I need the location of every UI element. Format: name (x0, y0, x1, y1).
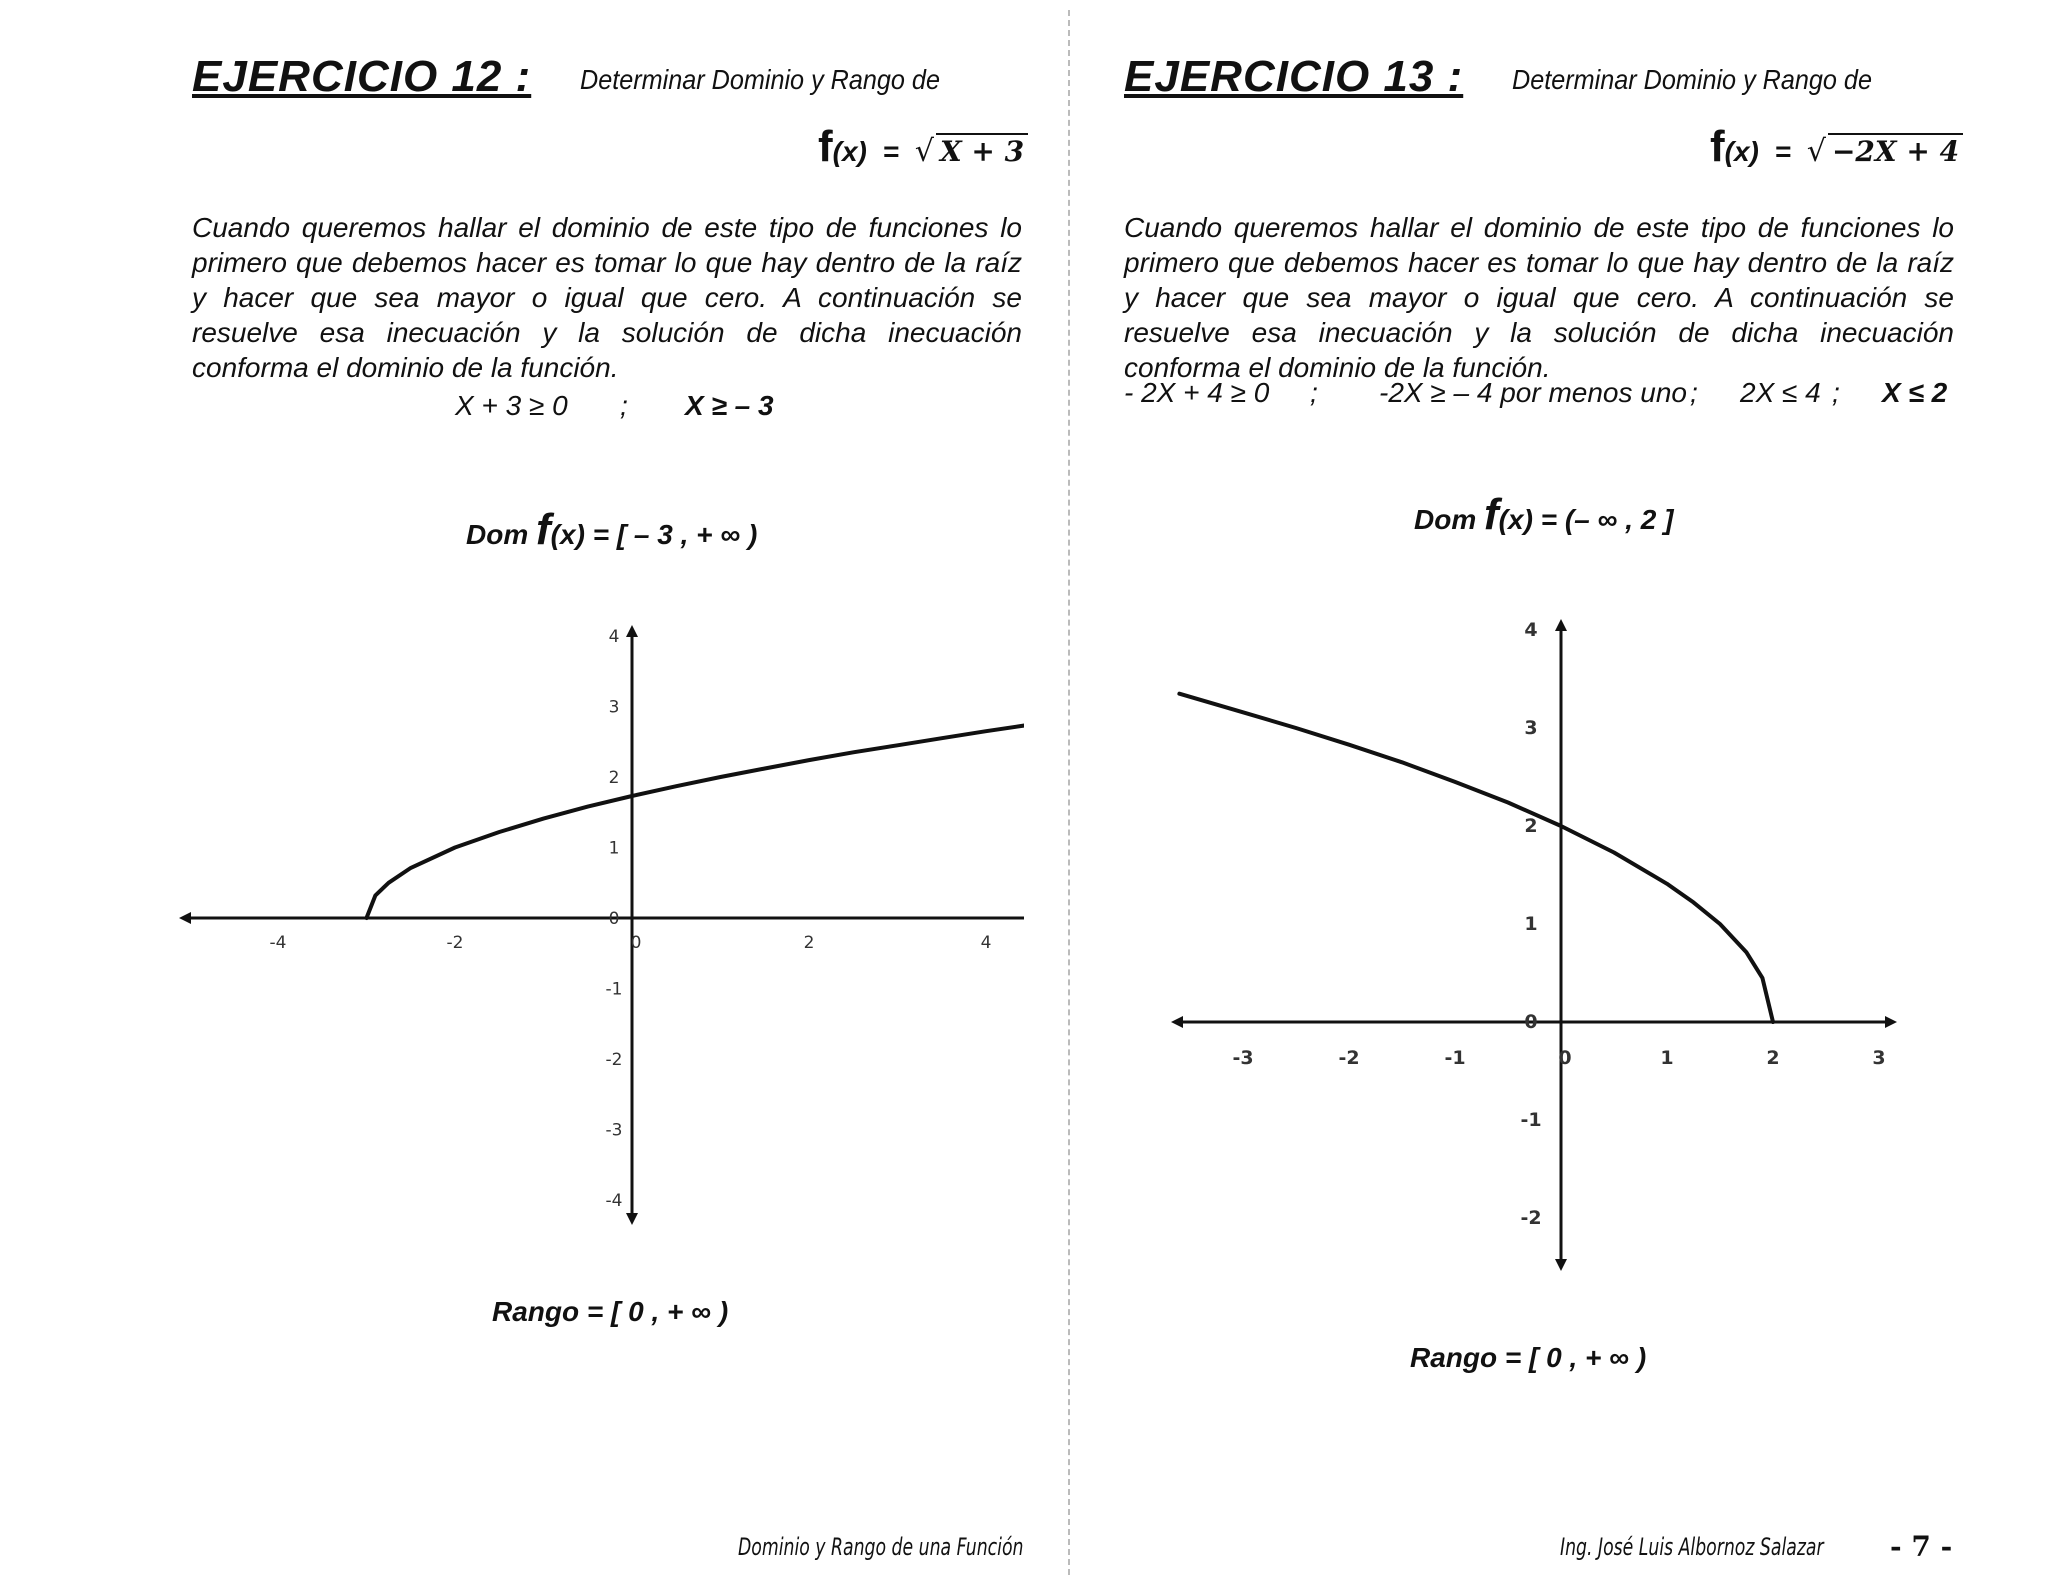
radical-sign: √ (1806, 134, 1826, 169)
function-argument: (x) (1724, 136, 1759, 167)
function-symbol: f (818, 122, 833, 171)
inequality-step-1: - 2X + 4 ≥ 0 (1124, 377, 1270, 408)
exercise-12-subtitle: Determinar Dominio y Rango de (580, 64, 940, 95)
y-tick-label: 1 (608, 838, 620, 859)
equals-sign: = (1774, 136, 1792, 167)
function-curve (367, 723, 1025, 918)
y-tick-label: 3 (608, 697, 620, 718)
function-symbol: f (1710, 122, 1725, 171)
page-right (1024, 0, 2048, 1582)
inequality-step-2: -2X ≥ – 4 por menos uno (1379, 377, 1687, 408)
x-tick-label: 2 (803, 933, 815, 953)
x-tick-label: 2 (1766, 1047, 1780, 1069)
y-tick-label: 4 (608, 627, 620, 647)
function-symbol: f (536, 505, 551, 554)
dom-label: Dom (466, 519, 529, 550)
function-argument: (x) (832, 136, 867, 167)
dom-label: Dom (1414, 504, 1477, 535)
inequality-separator-2: ; (1690, 377, 1698, 408)
y-tick-label: 3 (1524, 717, 1538, 739)
inequality-separator-1: ; (1310, 377, 1318, 408)
y-tick-label: -1 (1520, 1109, 1542, 1131)
inequality-step-3: 2X ≤ 4 (1740, 377, 1821, 408)
x-tick-label: -1 (1444, 1047, 1466, 1069)
function-curve (1179, 694, 1773, 1022)
inequality-separator: ; (620, 390, 628, 421)
radical-sign: √ (914, 134, 934, 169)
function-argument: (x) (550, 519, 585, 550)
y-tick-label: 2 (1524, 815, 1538, 837)
x-tick-label: 3 (1872, 1047, 1886, 1069)
y-tick-label: 0 (1524, 1011, 1538, 1033)
y-tick-label: -4 (605, 1191, 623, 1211)
function-argument: (x) (1498, 504, 1533, 535)
x-tick-label: 0 (630, 933, 642, 953)
y-tick-label: 1 (1524, 913, 1538, 935)
range-statement: Rango = [ 0 , + ∞ ) (1410, 1342, 1647, 1373)
y-tick-label: -3 (605, 1120, 623, 1141)
y-tick-label: 0 (608, 909, 620, 929)
y-tick-label: -2 (605, 1050, 623, 1070)
x-tick-label: -4 (269, 933, 287, 953)
x-tick-label: 0 (1558, 1047, 1572, 1069)
inequality-result: X ≤ 2 (1882, 377, 1948, 408)
y-tick-label: -1 (605, 979, 623, 1000)
x-tick-label: 4 (980, 933, 992, 953)
explanation-paragraph: Cuando queremos hallar el dominio de este tipo de funciones lo primero que debemos hacer es tomar lo que hay dentro de la raíz y hacer que sea mayor o igual que cero. A continuación se resuelve esa inecuación y la solución de dicha inecuación conforma el dominio de la función. (192, 212, 1022, 383)
x-tick-label: -2 (446, 933, 464, 953)
radicand: X + 3 (936, 133, 1028, 168)
page-number: - 7 - (1890, 1530, 1953, 1563)
inequality-step: X + 3 ≥ 0 (455, 390, 568, 421)
exercise-13-subtitle: Determinar Dominio y Rango de (1512, 64, 1872, 95)
x-tick-label: 1 (1660, 1047, 1674, 1069)
inequality-result: X ≥ – 3 (685, 390, 774, 421)
exercise-13-title: EJERCICIO 13 : (1124, 52, 1464, 101)
x-tick-label: -3 (1232, 1047, 1254, 1069)
exercise-12-title: EJERCICIO 12 : (192, 52, 532, 101)
y-tick-label: 4 (1524, 619, 1538, 641)
footer-book-title: Dominio y Rango de una Función (738, 1533, 1024, 1561)
y-tick-label: -2 (1520, 1207, 1542, 1229)
y-tick-label: 2 (608, 768, 620, 788)
range-statement: Rango = [ 0 , + ∞ ) (492, 1296, 729, 1327)
inequality-separator-3: ; (1832, 377, 1840, 408)
x-tick-label: -2 (1338, 1047, 1360, 1069)
footer-author: Ing. José Luis Albornoz Salazar (1560, 1533, 1824, 1561)
function-symbol: f (1484, 490, 1499, 539)
explanation-paragraph: Cuando queremos hallar el dominio de este tipo de funciones lo primero que debemos hacer es tomar lo que hay dentro de la raíz y hacer que sea mayor o igual que cero. A continuación se resuelve esa inecuación y la solución de dicha inecuación conforma el dominio de la función. (1124, 212, 1954, 383)
domain-value: = [ – 3 , + ∞ ) (592, 519, 758, 550)
radicand: −2X + 4 (1828, 133, 1963, 168)
equals-sign: = (882, 136, 900, 167)
domain-value: = (– ∞ , 2 ] (1540, 504, 1674, 535)
